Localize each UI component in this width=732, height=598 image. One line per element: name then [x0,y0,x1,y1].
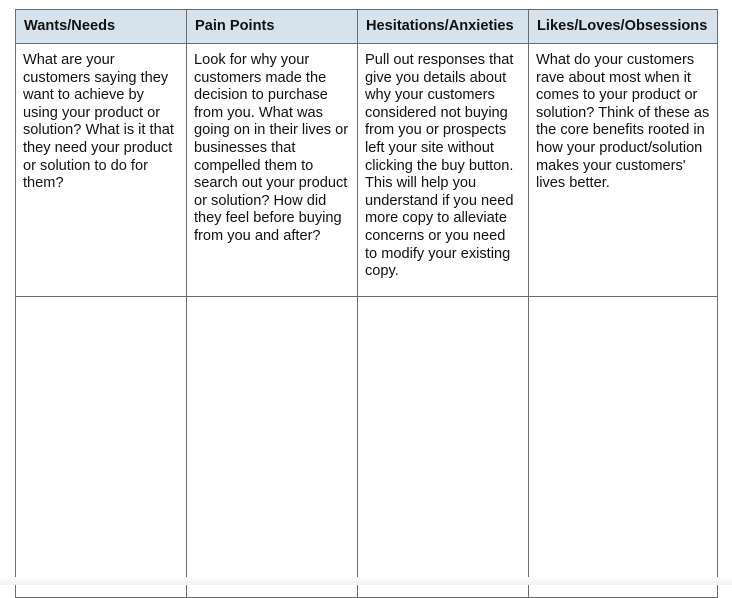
header-wants-needs: Wants/Needs [16,10,187,44]
header-likes-loves-obsessions: Likes/Loves/Obsessions [529,10,718,44]
cell-likes-loves-prompt[interactable] [529,44,718,297]
header-row [16,10,718,44]
blank-cell-pain-points[interactable] [187,297,358,598]
wants-needs-prompt-text: What are your customers saying they want to achieve by using your product or solution? What is it that they need your product or solution to do for them? [23,52,174,192]
voice-of-customer-table [15,9,718,598]
blank-cell-wants-needs[interactable] [16,297,187,598]
cell-hesitations-prompt[interactable] [358,44,529,297]
hesitations-prompt-text: Pull out responses that give you details about why your customers considered not buying from you or prospects left your site without clicking the buy button. This will help you understand if you need more copy to alleviate concerns or you need to modify your existing copy. [365,52,514,280]
blank-cell-likes-loves[interactable] [529,297,718,598]
header-hesitations-anxieties: Hesitations/Anxieties [358,10,529,44]
prompt-row [16,44,718,297]
header-pain-points: Pain Points [187,10,358,44]
blank-entry-row [16,297,718,598]
document-page [15,9,718,585]
page-bottom-edge [0,577,732,585]
cell-pain-points-prompt[interactable] [187,44,358,297]
blank-cell-hesitations[interactable] [358,297,529,598]
likes-loves-prompt-text: What do your customers rave about most when it comes to your product or solution? Think of these as the core benefits rooted in how your product/solution makes your customers' lives better. [536,52,710,192]
pain-points-prompt-text: Look for why your customers made the decision to purchase from you. What was going on in their lives or businesses that compelled them to search out your product or solution? How did they feel before buying from you and after? [194,52,349,244]
cell-wants-needs-prompt[interactable] [16,44,187,297]
